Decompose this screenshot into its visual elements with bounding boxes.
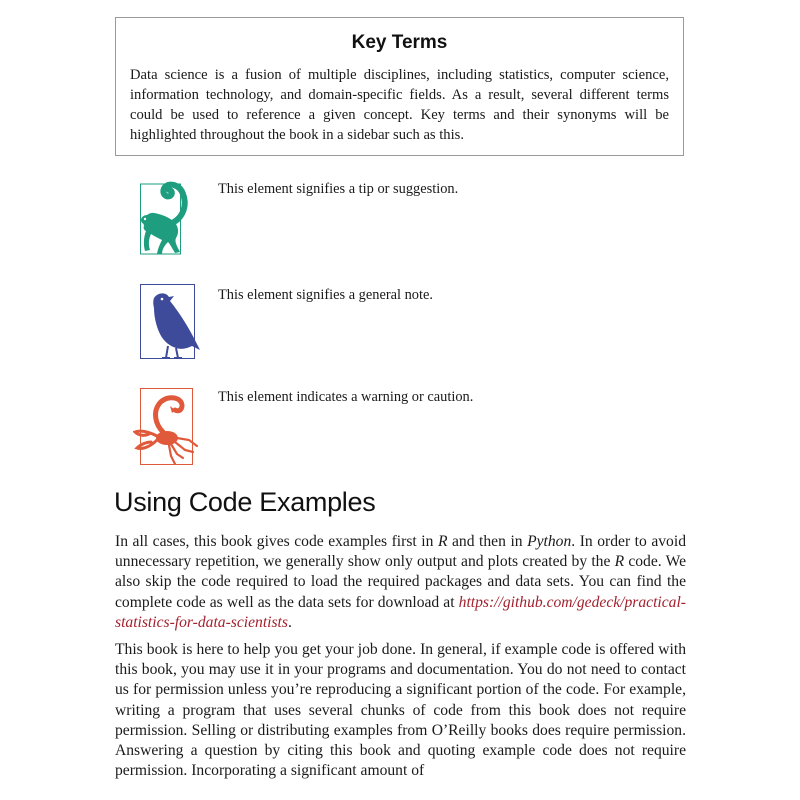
- crow-note-icon: [140, 284, 206, 364]
- lemur-tip-icon: [140, 176, 198, 260]
- paragraph-text: and then in: [447, 533, 528, 550]
- language-r: R: [437, 533, 448, 550]
- key-terms-title: Key Terms: [351, 32, 448, 53]
- tip-description: This element signifies a tip or suggestion.: [218, 181, 459, 197]
- key-terms-sidebar: [115, 17, 684, 156]
- paragraph-text: code. We also skip the code required to load the required packages and data sets. You can find the complete code as well as the data sets for download at: [115, 553, 686, 611]
- github-repo-link[interactable]: https://github.com/gedeck/practical-statistics-for-data-scientists: [115, 593, 686, 631]
- warning-description: This element indicates a warning or caution.: [218, 389, 474, 405]
- paragraph-text: In all cases, this book gives code examples first in: [115, 533, 438, 550]
- paragraph-code-examples: [115, 532, 686, 633]
- scorpion-warning-icon: [133, 388, 213, 468]
- note-description: This element signifies a general note.: [218, 287, 433, 303]
- language-r: R: [614, 553, 625, 571]
- key-terms-body: Data science is a fusion of multiple disciplines, including statistics, computer science, information technology, and domain-specific fields. As a result, several different terms could be used to reference a given concept. Key terms and their synonyms will be highlighted throughout the book in a sidebar such as this.: [130, 67, 669, 143]
- language-python: Python: [527, 533, 572, 550]
- section-heading: Using Code Examples: [114, 487, 376, 517]
- paragraph-text: . In order to avoid unnecessary repetition, we generally show only output and plots created by the: [115, 533, 686, 571]
- paragraph-permissions: This book is here to help you get your job done. In general, if example code is offered with this book, you may use it in your programs and documentation. You do not need to contact us for permission unless you’re reproducing a significant portion of the code. For example, writing a program that uses several chunks of code from this book does not require permission. Selling or distributing examples from O’Reilly books does require permission. Answering a question by citing this book and quoting example code does not require permission. Incorporating a significant amount of: [115, 641, 686, 780]
- paragraph-text: .: [287, 613, 292, 631]
